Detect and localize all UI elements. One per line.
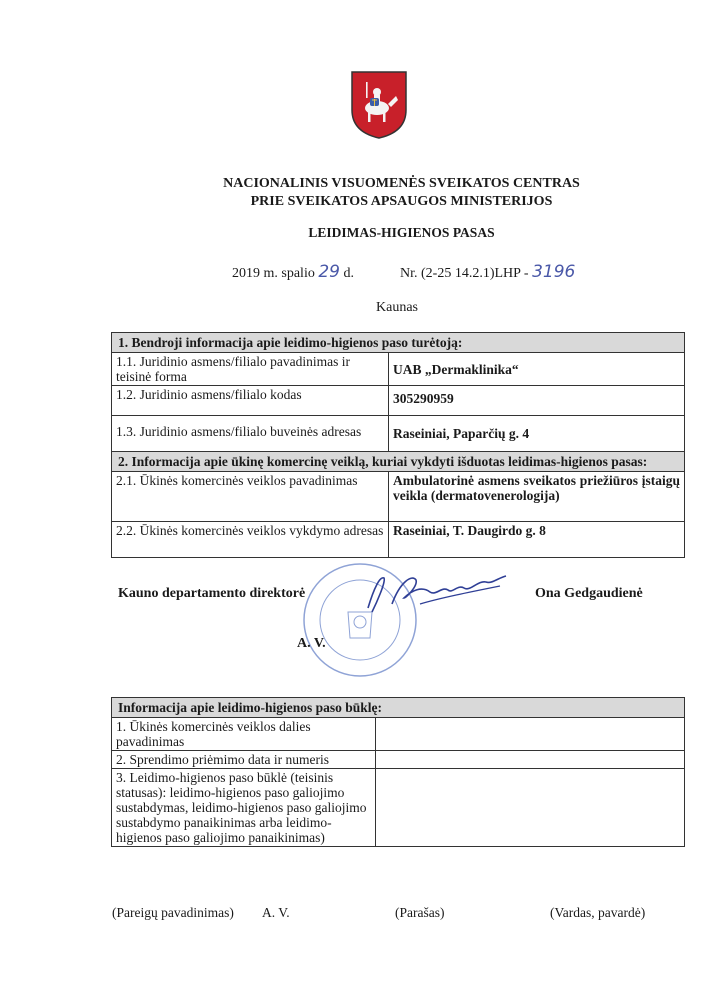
footer-name-label: (Vardas, pavardė) — [550, 905, 646, 920]
row-label: 1.2. Juridinio asmens/filialo kodas — [112, 386, 389, 416]
table-section-header — [112, 333, 685, 353]
status-table-title: Informacija apie leidimo-higienos paso būklę: — [112, 698, 685, 718]
date-prefix: 2019 m. spalio — [232, 266, 315, 281]
nr-handwritten: 3196 — [532, 262, 576, 282]
row-label: 1.1. Juridinio asmens/filialo pavadinimas ir teisinė forma — [112, 353, 389, 386]
table-row — [112, 751, 685, 769]
footer-position-label: (Pareigų pavadinimas) — [112, 905, 234, 920]
issuer-line-1: NACIONALINIS VISUOMENĖS SVEIKATOS CENTRAS — [223, 176, 580, 191]
row-value — [376, 718, 685, 751]
section2-title: 2. Informacija apie ūkinę komercinę veiklą, kuriai vykdyti išduotas leidimas-higienos pasas: — [112, 452, 685, 472]
status-table — [111, 697, 685, 847]
footer-seal-label: A. V. — [262, 905, 290, 920]
row-label: 2.1. Ūkinės komercinės veiklos pavadinimas — [112, 472, 389, 522]
handwritten-signature-icon — [360, 568, 510, 618]
document-title: LEIDIMAS-HIGIENOS PASAS — [308, 225, 495, 240]
holder-info-table — [111, 332, 685, 558]
issue-date — [232, 262, 354, 282]
table-row — [112, 472, 685, 522]
document-number — [400, 262, 575, 282]
table-row — [112, 353, 685, 386]
nr-prefix: Nr. (2-25 14.2.1)LHP - — [400, 266, 529, 281]
table-section-header — [112, 698, 685, 718]
row-value — [376, 769, 685, 847]
row-value: Ambulatorinė asmens sveikatos priežiūros įstaigų veikla (dermatovenerologija) — [389, 472, 685, 522]
section1-title: 1. Bendroji informacija apie leidimo-higienos paso turėtoją: — [112, 333, 685, 353]
row-value: UAB „Dermaklinika“ — [389, 353, 685, 386]
seal-place-label: A. V. — [297, 636, 326, 651]
row-label: 1. Ūkinės komercinės veiklos dalies pavadinimas — [112, 718, 376, 751]
issuer-line-2: PRIE SVEIKATOS APSAUGOS MINISTERIJOS — [250, 194, 553, 209]
footer-signature-label: (Parašas) — [395, 905, 445, 920]
signatory-name: Ona Gedgaudienė — [535, 586, 643, 601]
table-row — [112, 386, 685, 416]
row-label: 3. Leidimo-higienos paso būklė (teisinis statusas): leidimo-higienos paso galiojimo sustabdymas, leidimo-higienos paso galiojimo sustabdymo panaikinimas arba leidimo-higienos paso galiojimo panaikinimas) — [112, 769, 376, 847]
coat-of-arms-icon — [350, 70, 408, 140]
date-day-handwritten: 29 — [318, 262, 340, 282]
table-row — [112, 522, 685, 558]
row-value: Raseiniai, Paparčių g. 4 — [389, 416, 685, 452]
date-suffix: d. — [343, 266, 354, 281]
table-row — [112, 416, 685, 452]
row-value: 305290959 — [389, 386, 685, 416]
table-row — [112, 769, 685, 847]
issue-city: Kaunas — [376, 300, 418, 315]
table-row — [112, 718, 685, 751]
row-label: 1.3. Juridinio asmens/filialo buveinės adresas — [112, 416, 389, 452]
row-label: 2.2. Ūkinės komercinės veiklos vykdymo adresas — [112, 522, 389, 558]
row-value — [376, 751, 685, 769]
row-value: Raseiniai, T. Daugirdo g. 8 — [389, 522, 685, 558]
table-section-header — [112, 452, 685, 472]
signatory-position: Kauno departamento direktorė — [118, 586, 306, 601]
row-label: 2. Sprendimo priėmimo data ir numeris — [112, 751, 376, 769]
